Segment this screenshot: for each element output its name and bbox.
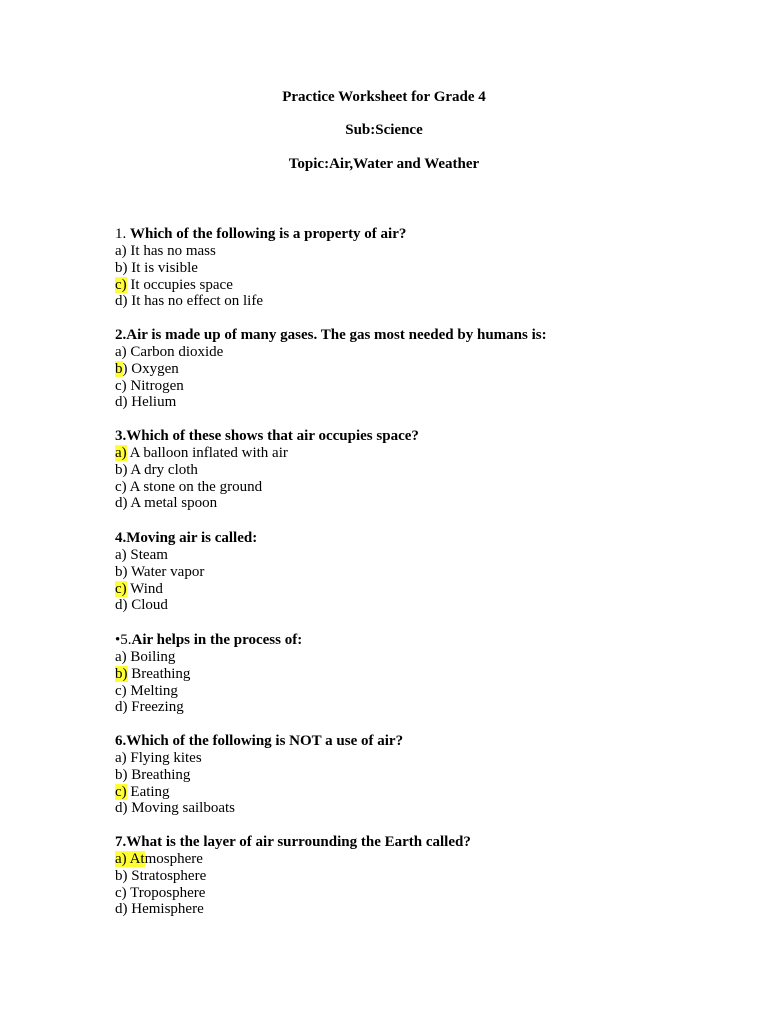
question-line [115, 530, 735, 547]
answer-option [115, 885, 735, 902]
highlighted-answer-marker: b [115, 360, 123, 377]
answer-option [115, 784, 735, 801]
question-6 [115, 733, 735, 817]
option-text: It occupies space [126, 276, 233, 293]
question-text: 2.Air is made up of many gases. The gas most needed by humans is: [115, 327, 547, 343]
question-text: 3.Which of these shows that air occupies space? [115, 428, 419, 444]
answer-option [115, 277, 735, 294]
answer-option [115, 243, 735, 260]
highlighted-answer-marker: a) [115, 445, 127, 461]
question-line [115, 632, 735, 649]
question-text: 6.Which of the following is NOT a use of air? [115, 733, 404, 749]
option-text: Hemisphere [127, 901, 204, 918]
question-number: •5. [115, 632, 132, 648]
option-marker: b) [115, 766, 128, 783]
option-marker: d) [115, 699, 128, 716]
option-text: Flying kites [126, 750, 202, 766]
option-marker: d) [115, 597, 128, 614]
option-text: Boiling [126, 649, 176, 665]
option-text: It has no mass [126, 243, 216, 259]
question-text: Air helps in the process of: [131, 632, 303, 648]
option-text: Breathing [127, 665, 191, 682]
option-text: Eating [126, 783, 170, 800]
answer-option [115, 361, 735, 378]
option-text: Wind [126, 580, 163, 597]
answer-option [115, 378, 735, 395]
question-1 [115, 226, 735, 310]
option-text: Helium [127, 394, 177, 411]
answer-option [115, 750, 735, 767]
question-line [115, 733, 735, 750]
option-text: It has no effect on life [127, 293, 264, 310]
answer-option [115, 868, 735, 885]
option-marker: a) [115, 344, 127, 360]
option-text: A stone on the ground [126, 478, 263, 495]
option-text: Melting [126, 682, 178, 699]
option-marker: d) [115, 293, 128, 310]
question-line [115, 327, 735, 344]
question-5 [115, 632, 735, 716]
option-text: It is visible [127, 259, 198, 276]
answer-option [115, 293, 735, 310]
highlighted-answer-marker: c) [115, 276, 127, 293]
answer-option [115, 800, 735, 817]
question-7 [115, 834, 735, 918]
subject-line: Sub:Science [345, 122, 423, 138]
question-text: 4.Moving air is called: [115, 530, 258, 546]
question-4 [115, 530, 735, 614]
option-text: Freezing [127, 699, 184, 716]
answer-option [115, 260, 735, 277]
question-number: 1. [115, 226, 130, 242]
page-title: Practice Worksheet for Grade 4 [282, 89, 486, 105]
option-marker: c) [115, 377, 127, 394]
answer-option [115, 495, 735, 512]
option-marker: c) [115, 884, 127, 901]
option-marker: d) [115, 394, 128, 411]
option-marker: b) [115, 461, 128, 478]
highlighted-answer-marker: c) [115, 783, 127, 800]
option-text: Carbon dioxide [126, 344, 224, 360]
option-marker: a) [115, 750, 127, 766]
answer-option [115, 666, 735, 683]
option-text: Steam [126, 547, 168, 563]
topic-line: Topic:Air,Water and Weather [288, 156, 480, 172]
option-text: Breathing [127, 766, 191, 783]
option-text: A dry cloth [127, 461, 198, 478]
option-text: Moving sailboats [127, 800, 235, 817]
option-marker: b) [115, 867, 128, 884]
answer-option [115, 683, 735, 700]
option-text: ) Oxygen [122, 360, 179, 377]
option-text: A metal spoon [127, 495, 218, 512]
option-text: Nitrogen [126, 377, 184, 394]
question-3 [115, 428, 735, 512]
option-marker: b) [115, 259, 128, 276]
answer-option [115, 581, 735, 598]
answer-option [115, 344, 735, 361]
option-marker: c) [115, 682, 127, 699]
answer-option [115, 462, 735, 479]
question-2 [115, 327, 735, 411]
question-text: Which of the following is a property of air? [130, 226, 407, 242]
option-marker: d) [115, 901, 128, 918]
answer-option [115, 649, 735, 666]
option-text: Cloud [127, 597, 168, 614]
option-text: Water vapor [127, 563, 205, 580]
answer-option [115, 445, 735, 462]
answer-option [115, 767, 735, 784]
question-text: 7.What is the layer of air surrounding the Earth called? [115, 834, 471, 850]
option-marker: c) [115, 478, 127, 495]
answer-option [115, 597, 735, 614]
highlighted-answer-marker: a) At [115, 851, 145, 867]
question-line [115, 428, 735, 445]
option-marker: a) [115, 547, 127, 563]
highlighted-answer-marker: c) [115, 580, 127, 597]
option-text: Stratosphere [127, 867, 207, 884]
answer-option [115, 547, 735, 564]
question-line [115, 226, 735, 243]
answer-option [115, 394, 735, 411]
answer-option [115, 699, 735, 716]
option-marker: d) [115, 495, 128, 512]
option-marker: a) [115, 649, 127, 665]
answer-option [115, 851, 735, 868]
answer-option [115, 479, 735, 496]
option-text: Troposphere [126, 884, 206, 901]
option-marker: b) [115, 563, 128, 580]
option-marker: d) [115, 800, 128, 817]
answer-option [115, 564, 735, 581]
option-text: mosphere [144, 851, 203, 867]
option-text: A balloon inflated with air [126, 445, 288, 461]
highlighted-answer-marker: b) [115, 665, 128, 682]
answer-option [115, 901, 735, 918]
option-marker: a) [115, 243, 127, 259]
question-line [115, 834, 735, 851]
